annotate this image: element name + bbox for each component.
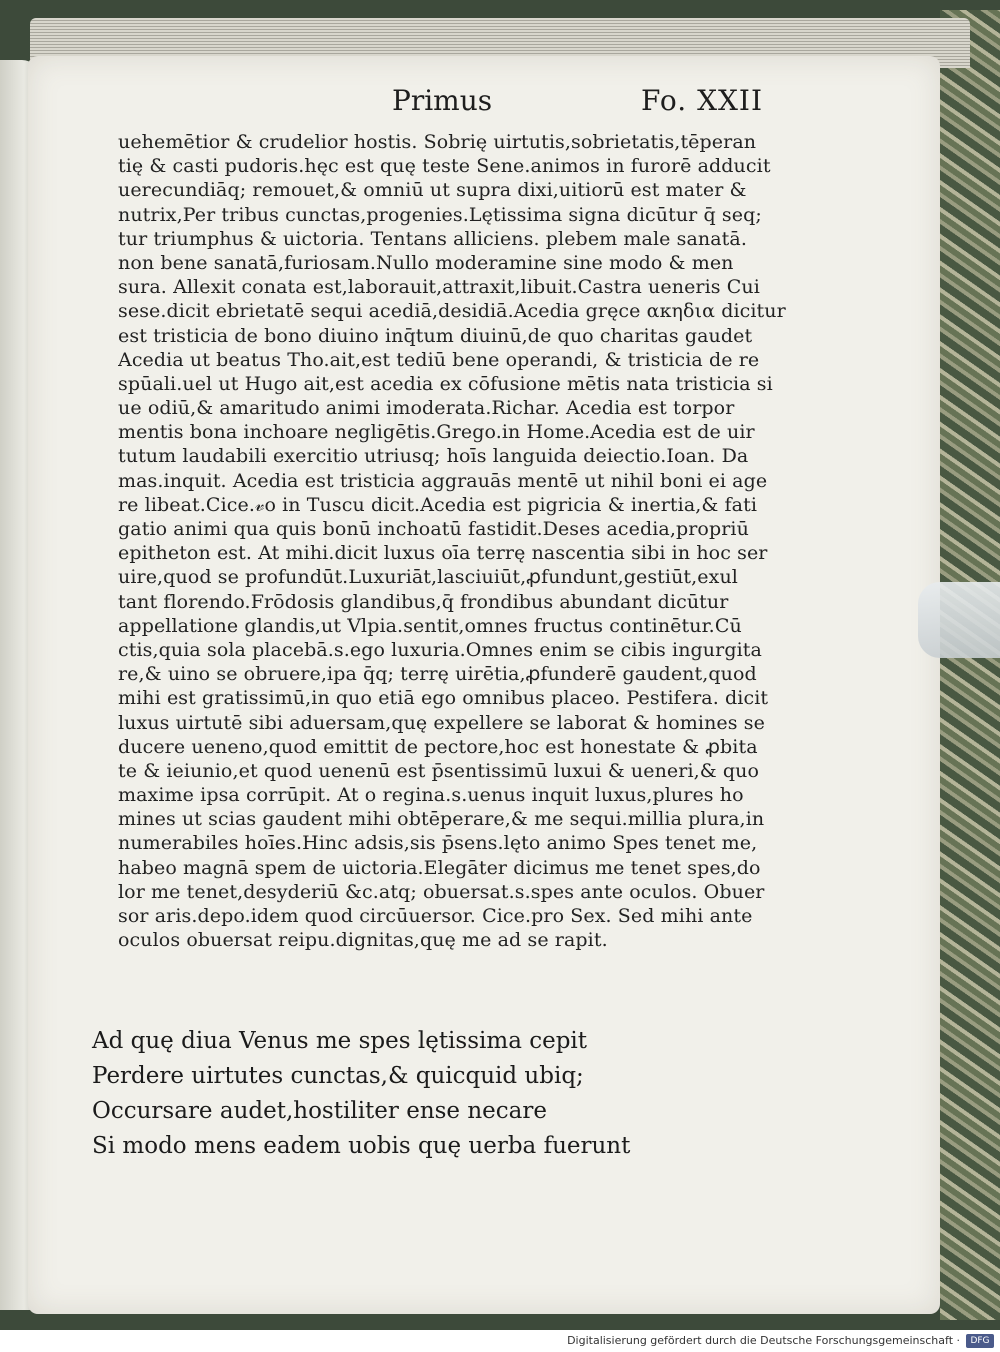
text-line: maxime ipsa corrūpit. At o regina.s.uenus inquit luxus,plures ho: [118, 784, 744, 807]
text-line: ctis,quia sola placebā.s.ego luxuria.Omnes enim se cibis ingurgita: [118, 638, 762, 661]
text-line: tutum laudabili exercitio utriusq; hoīs languida deiectio.Ioan. Da: [118, 445, 749, 468]
dfg-logo: DFG: [966, 1334, 994, 1348]
text-line: ducere ueneno,quod emittit de pectore,hoc est honestate & ꝓbita: [118, 735, 758, 758]
text-line: ue odiū,& amaritudo animi imoderata.Richar. Acedia est torpor: [118, 397, 735, 420]
text-line: mentis bona inchoare negligētis.Grego.in Home.Acedia est de uir: [118, 421, 755, 444]
text-line: re libeat.Cice.𝓋o in Tuscu dicit.Acedia est pigricia & inertia,& fati: [118, 493, 758, 516]
text-line: uire,quod se profundūt.Luxuriāt,lasciuiūt,ꝓfundunt,gestiūt,exul: [118, 566, 738, 589]
text-line: mihi est gratissimū,in quo etiā ego omnibus placeo. Pestifera. dicit: [118, 687, 769, 710]
verse-line: Perdere uirtutes cunctas,& quicquid ubiq;: [92, 1063, 584, 1089]
verse-line: Si modo mens eadem uobis quę uerba fuerunt: [92, 1133, 631, 1159]
verse-line: Occursare audet,hostiliter ense necare: [92, 1098, 547, 1124]
text-line: gatio animi qua quis bonū inchoatū fastidit.Deses acedia,propriū: [118, 518, 749, 540]
digitization-footer: [0, 1330, 1000, 1352]
text-line: te & ieiunio,et quod uenenū est p̄sentissimū luxui & ueneri,& quo: [118, 759, 760, 782]
text-line: epitheton est. At mihi.dicit luxus oīa terrę nascentia sibi in hoc ser: [118, 542, 768, 565]
text-line: tant florendo.Frōdosis glandibus,q̄ frondibus abundant dicūtur: [118, 590, 729, 613]
running-header: [0, 84, 1000, 124]
text-line: appellatione glandis,ut Vlpia.sentit,omnes fructus continētur.Cū: [118, 614, 742, 637]
text-line: re,& uino se obruere,ipa q̄q; terrę uirētia,ꝓfunderē gaudent,quod: [118, 663, 757, 686]
verse-text: [92, 1024, 712, 1164]
text-line: tur triumphus & uictoria. Tentans alliciens. plebem male sanatā.: [118, 227, 747, 250]
text-line: est tristicia de bono diuino inq̄tum diuinū,de quo charitas gaudet: [118, 324, 753, 347]
marbled-cover-edge: [940, 10, 1000, 1320]
text-line: sor aris.depo.idem quod circūuersor. Cice.pro Sex. Sed mihi ante: [118, 905, 753, 927]
verse-line: Ad quę diua Venus me spes lętissima cepit: [92, 1028, 588, 1054]
page-clip: [918, 582, 1000, 658]
text-line: mines ut scias gaudent mihi obtēperare,& me sequi.millia plura,in: [118, 808, 765, 831]
text-line: non bene sanatā,furiosam.Nullo moderamine sine modo & men: [118, 251, 734, 274]
text-line: numerabiles hoīes.Hinc adsis,sis p̄sens.lęto animo Spes tenet me,: [118, 832, 758, 855]
text-line: spūali.uel ut Hugo ait,est acedia ex cōfusione mētis nata tristicia si: [118, 372, 773, 395]
text-line: sese.dicit ebrietatē sequi acediā,desidiā.Acedia gręce ακηδια dicitur: [118, 300, 786, 323]
text-line: mas.inquit. Acedia est tristicia aggrauās mentē ut nihil boni ei age: [118, 469, 768, 492]
text-line: Acedia ut beatus Tho.ait,est tediū bene operandi, & tristicia de re: [118, 348, 760, 371]
text-line: oculos obuersat reipu.dignitas,quę me ad se rapit.: [118, 929, 608, 952]
text-line: uerecundiāq; remouet,& omniū ut supra dixi,uitiorū est mater &: [118, 179, 747, 202]
header-title: Primus: [392, 84, 493, 117]
folio-number: Fo. XXII: [641, 84, 764, 117]
text-line: tię & casti pudoris.hęc est quę teste Sene.animos in furorē adducit: [118, 155, 771, 178]
text-line: habeo magnā spem de uictoria.Elegāter dicimus me tenet spes,do: [118, 856, 761, 879]
text-line: sura. Allexit conata est,laborauit,attraxit,libuit.Castra ueneris Cui: [118, 276, 760, 299]
text-line: luxus uirtutē sibi aduersam,quę expellere se laborat & homines se: [118, 711, 765, 734]
funding-credit: Digitalisierung gefördert durch die Deutsche Forschungsgemeinschaft ·: [567, 1334, 960, 1347]
commentary-text: [118, 130, 798, 952]
text-line: lor me tenet,desyderiū &c.atq; obuersat.s.spes ante oculos. Obuer: [118, 880, 765, 903]
text-line: nutrix,Per tribus cunctas,progenies.Lętissima signa dicūtur q̄ seq;: [118, 203, 762, 226]
text-line: uehemētior & crudelior hostis. Sobrię uirtutis,sobrietatis,tēperan: [118, 131, 757, 153]
